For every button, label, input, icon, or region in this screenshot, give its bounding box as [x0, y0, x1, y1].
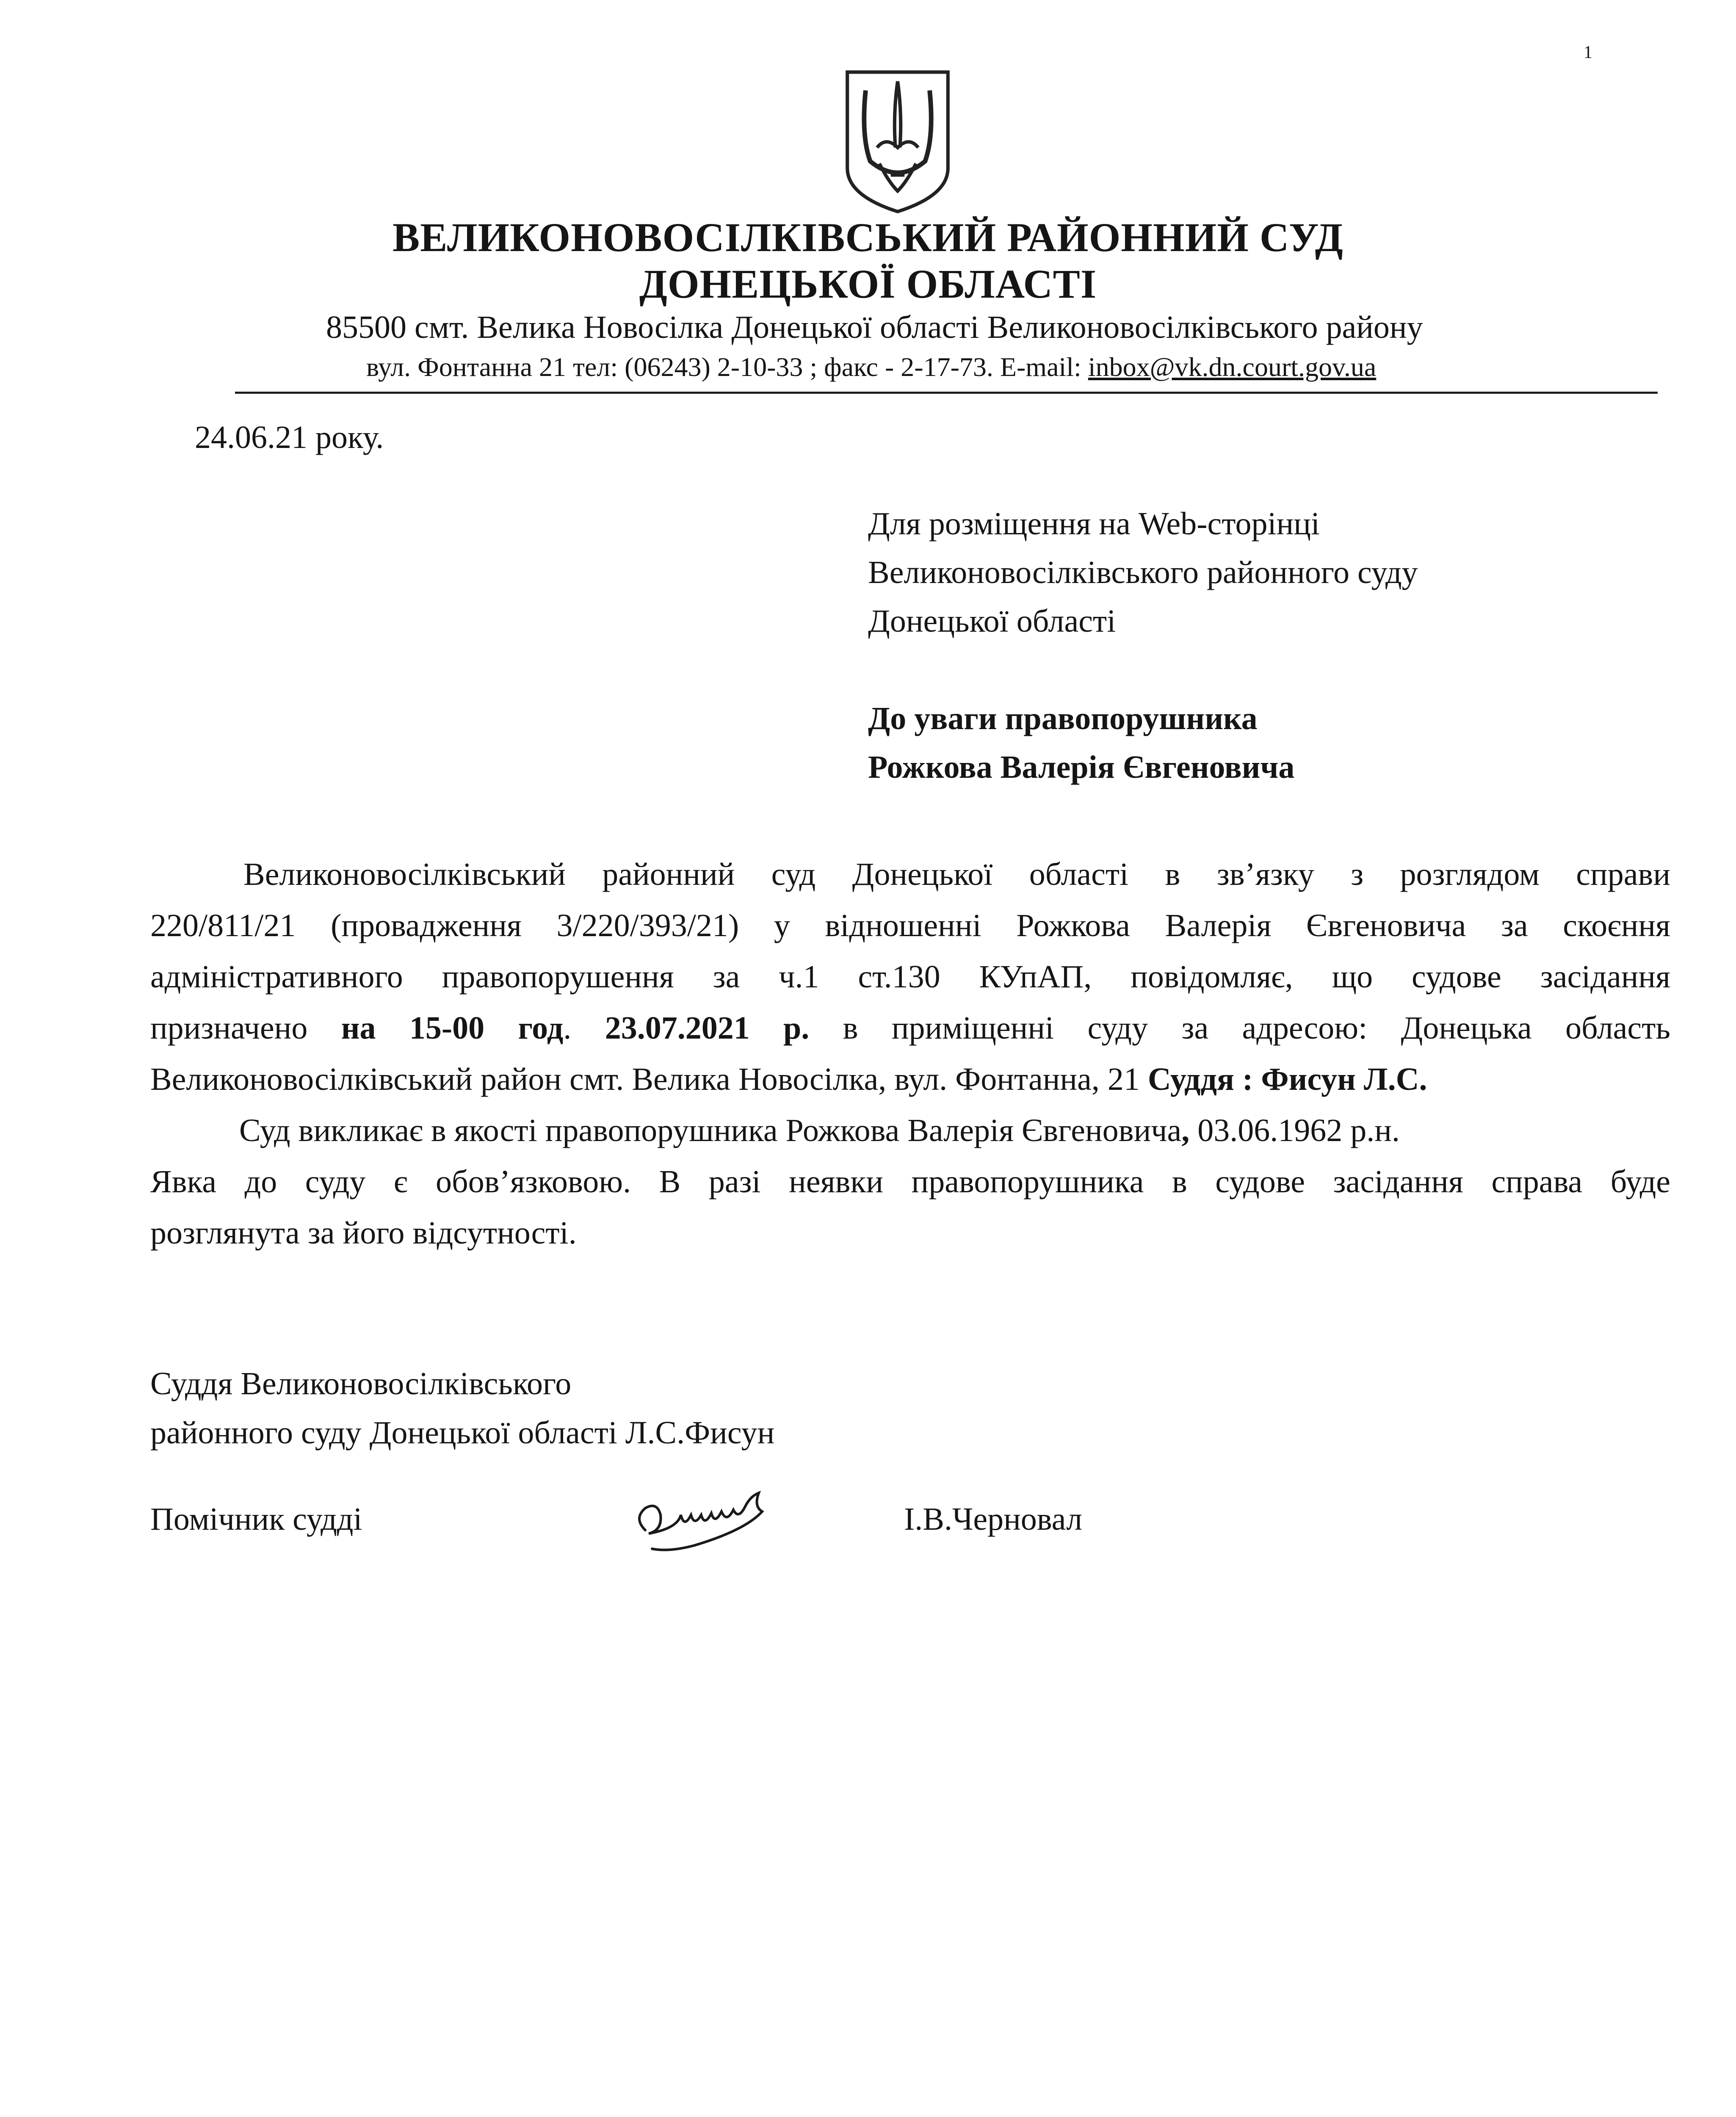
court-address-line1: 85500 смт. Велика Новосілка Донецької області Великоновосілківського району: [326, 310, 1423, 345]
attention-line2: Рожкова Валерія Євгеновича: [868, 749, 1295, 785]
assistant-name: І.В.Черновал: [904, 1501, 1083, 1537]
body-line-5-text: Великоновосілківський район смт. Велика Новосілка, вул. Фонтанна, 21: [150, 1061, 1148, 1097]
handwritten-signature-icon: [627, 1478, 779, 1558]
body-line-2: 220/811/21 (провадження 3/220/393/21) у відношенні Рожкова Валерія Євгеновича за скоєння: [150, 908, 1670, 943]
tryzub-emblem-icon: [840, 66, 955, 218]
judge-title-line1: Суддя Великоновосілківського: [150, 1366, 572, 1401]
judge-assigned: Суддя : Фисун Л.С.: [1147, 1061, 1427, 1097]
body-line-3: адміністративного правопорушення за ч.1 ст.130 КУпАП, повідомляє, що судове засідання: [150, 959, 1670, 995]
page-number: 1: [1584, 43, 1592, 62]
header-divider: [235, 392, 1658, 394]
hearing-date: 23.07.2021 р.: [605, 1010, 810, 1046]
court-email-link[interactable]: inbox@vk.dn.court.gov.ua: [1088, 352, 1377, 382]
body-line-6: [150, 1105, 1670, 1156]
attention-line1: До уваги правопорушника: [868, 701, 1258, 736]
body-line-6-comma: ,: [1181, 1113, 1190, 1148]
body-line-6-text: Суд викликає в якості правопорушника Рожкова Валерія Євгеновича: [239, 1113, 1182, 1148]
judge-title-line2: [150, 1408, 774, 1457]
body-line-4-rest: в приміщенні суду за адресою: Донецька область: [809, 1010, 1670, 1046]
document-date: 24.06.21 року.: [195, 420, 384, 455]
court-name-line2: ДОНЕЦЬКОЇ ОБЛАСТІ: [639, 261, 1097, 307]
court-contacts: вул. Фонтанна 21 тел: (06243) 2-10-33 ; факс - 2-17-73. E-mail:: [366, 352, 1088, 382]
body-line-7: Явка до суду є обов’язковою. В разі неявки правопорушника в судове засідання справа буде: [150, 1164, 1670, 1199]
body-line-8: розглянута за його відсутності.: [150, 1215, 577, 1251]
body-line-1: Великоновосілківський районний суд Донецької області в зв’язку з розглядом справи: [243, 857, 1670, 892]
birth-date: 03.06.1962 р.н.: [1189, 1113, 1400, 1148]
body-line-5: [150, 1054, 1670, 1105]
court-name-line1: ВЕЛИКОНОВОСІЛКІВСЬКИЙ РАЙОННИЙ СУД: [393, 215, 1343, 260]
judge-name: Л.С.Фисун: [625, 1415, 775, 1451]
judge-title-text: районного суду Донецької області: [150, 1415, 625, 1451]
assistant-label: Помічник судді: [150, 1501, 362, 1537]
recipient-line1: Для розміщення на Web-сторінці: [868, 506, 1320, 542]
hearing-time: на 15-00 год: [341, 1010, 564, 1046]
recipient-block: [868, 500, 1418, 792]
recipient-line3: Донецької області: [868, 603, 1116, 639]
recipient-line2: Великоновосілківського районного суду: [868, 555, 1418, 590]
body-line-4-sep: .: [563, 1010, 605, 1046]
body-line-4: [150, 1003, 1670, 1054]
body-line-4-text: призначено: [150, 1010, 341, 1046]
court-address-line2: [366, 351, 1376, 383]
